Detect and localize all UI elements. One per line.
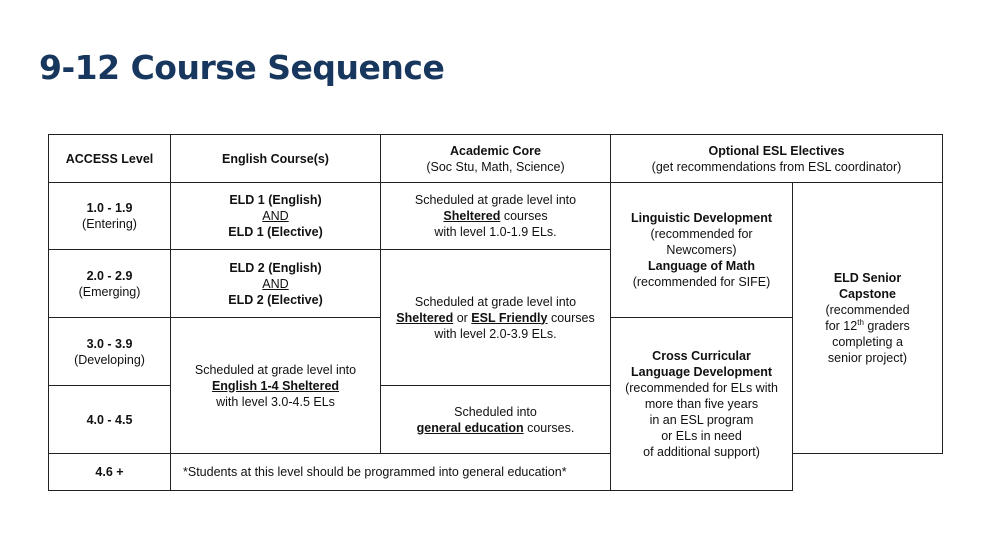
english-cell-eld2: ELD 2 (English) AND ELD 2 (Elective) bbox=[171, 250, 381, 318]
core-cell-sheltered-esl-friendly: Scheduled at grade level into Sheltered or ESL Friendly courses with level 2.0-3.9 ELs. bbox=[381, 250, 611, 386]
course-sequence-table bbox=[48, 134, 943, 491]
core-cell-general-education: Scheduled into general education courses. bbox=[381, 386, 611, 454]
elective-cell-linguistic: Linguistic Development (recommended for Newcomers) Language of Math (recommended for SIFE) bbox=[611, 183, 793, 318]
footnote-cell: *Students at this level should be programmed into general education* bbox=[171, 454, 611, 491]
level-cell: 3.0 - 3.9 (Developing) bbox=[49, 318, 171, 386]
elective-cell-cross-curricular: Cross Curricular Language Development (recommended for ELs with more than five years in an ESL program or ELs in need of additional support) bbox=[611, 318, 793, 491]
header-academic-core: Academic Core (Soc Stu, Math, Science) bbox=[381, 135, 611, 183]
english-cell-eld1: ELD 1 (English) AND ELD 1 (Elective) bbox=[171, 183, 381, 250]
table-row bbox=[49, 454, 943, 491]
level-cell: 4.6 + bbox=[49, 454, 171, 491]
header-english-courses: English Course(s) bbox=[171, 135, 381, 183]
elective-cell-capstone: ELD Senior Capstone (recommended for 12th graders completing a senior project) bbox=[793, 183, 943, 454]
level-cell: 4.0 - 4.5 bbox=[49, 386, 171, 454]
level-cell: 1.0 - 1.9 (Entering) bbox=[49, 183, 171, 250]
page-title: 9-12 Course Sequence bbox=[39, 48, 445, 87]
header-optional-electives: Optional ESL Electives (get recommendations from ESL coordinator) bbox=[611, 135, 943, 183]
level-cell: 2.0 - 2.9 (Emerging) bbox=[49, 250, 171, 318]
header-row bbox=[49, 135, 943, 183]
header-access-level: ACCESS Level bbox=[49, 135, 171, 183]
table-row bbox=[49, 183, 943, 250]
core-cell-sheltered: Scheduled at grade level into Sheltered courses with level 1.0-1.9 ELs. bbox=[381, 183, 611, 250]
english-cell-sheltered: Scheduled at grade level into English 1-4 Sheltered with level 3.0-4.5 ELs bbox=[171, 318, 381, 454]
